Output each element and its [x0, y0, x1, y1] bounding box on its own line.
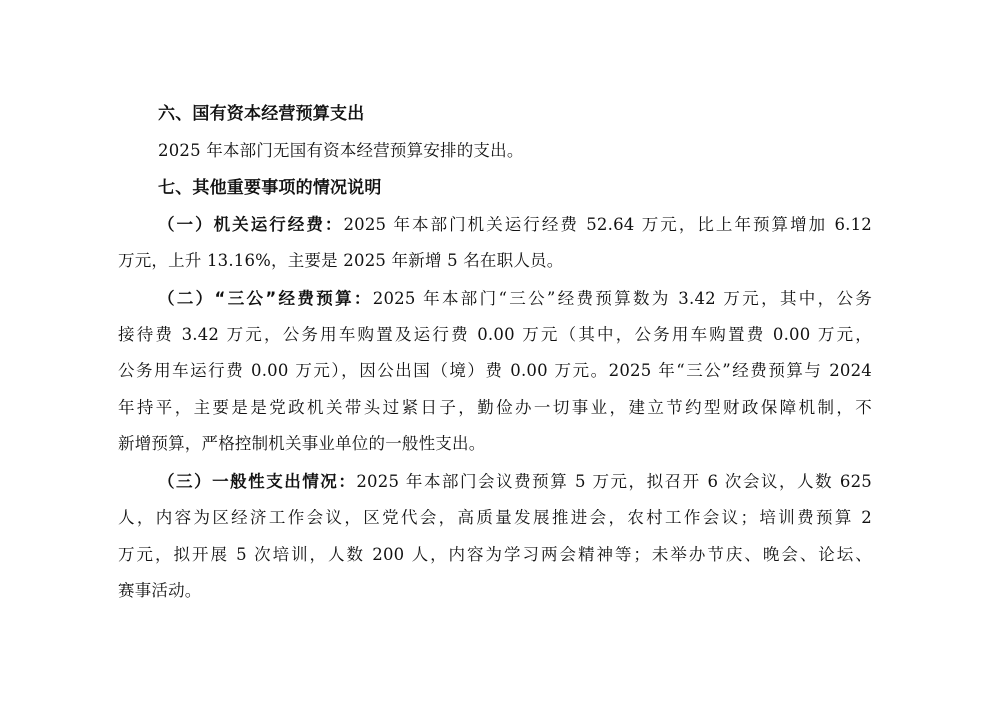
item-2-text-line-4: 年持平，主要是是党政机关带头过紧日子，勤俭办一切事业，建立节约型财政保障机制，不 [118, 398, 872, 417]
item-2-text-line-3: 公务用车运行费 0.00 万元），因公出国（境）费 0.00 万元。2025 年“三公”经费预算与 2024 [118, 361, 872, 380]
item-3-text-line-4: 赛事活动。 [118, 581, 202, 600]
section-6-heading: 六、国有资本经营预算支出 [158, 104, 365, 124]
item-1-paragraph-line-1 [158, 213, 872, 237]
item-2-paragraph-line-1 [158, 287, 872, 311]
section-6-body: 2025 年本部门无国有资本经营预算安排的支出。 [158, 141, 524, 160]
item-3-label: （三）一般性支出情况： [158, 472, 357, 491]
item-3-text-line-3: 万元，拟开展 5 次培训，人数 200 人，内容为学习两会精神等；未举办节庆、晚会、论坛、 [118, 545, 872, 564]
item-2-text-line-2: 接待费 3.42 万元，公务用车购置及运行费 0.00 万元（其中，公务用车购置费 0.00 万元， [118, 325, 872, 344]
section-7-heading: 七、其他重要事项的情况说明 [158, 178, 382, 198]
item-3-text-line-1: 2025 年本部门会议费预算 5 万元，拟召开 6 次会议，人数 625 [356, 472, 872, 491]
item-2-text-line-5: 新增预算，严格控制机关事业单位的一般性支出。 [118, 434, 486, 453]
item-2-label: （二）“三公”经费预算： [158, 289, 373, 308]
item-1-text-line-2: 万元，上升 13.16%，主要是 2025 年新增 5 名在职人员。 [118, 251, 564, 270]
item-3-text-line-2: 人，内容为区经济工作会议，区党代会，高质量发展推进会，农村工作会议；培训费预算 2 [118, 508, 872, 527]
item-3-paragraph-line-1 [158, 470, 872, 494]
item-1-text-line-1: 2025 年本部门机关运行经费 52.64 万元，比上年预算增加 6.12 [343, 215, 872, 234]
item-1-label: （一）机关运行经费： [158, 215, 344, 234]
item-2-text-line-1: 2025 年本部门“三公”经费预算数为 3.42 万元，其中，公务 [372, 289, 872, 308]
